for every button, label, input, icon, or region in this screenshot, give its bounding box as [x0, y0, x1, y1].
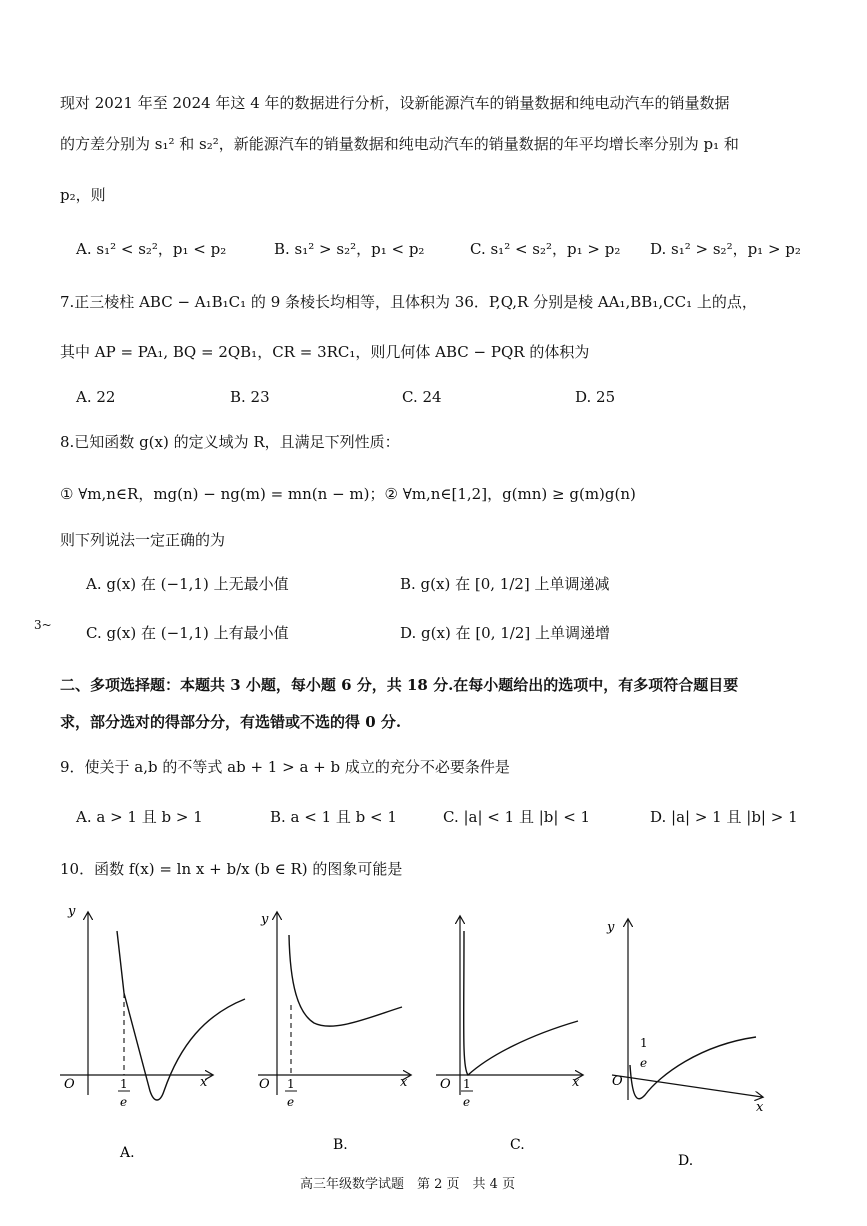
q6-line3: p₂，则 — [60, 186, 106, 204]
q8-option-d: D. g(x) 在 [0, 1/2] 上单调递增 — [400, 624, 611, 642]
q7-option-d: D. 25 — [575, 388, 616, 406]
graph-b-caption: B. — [333, 1137, 348, 1153]
graph-d-y-label: y — [607, 920, 615, 935]
q7-line1: 7.正三棱柱 ABC − A₁B₁C₁ 的 9 条棱长均相等，且体积为 36．P,Q,R 分别是棱 AA₁,BB₁,CC₁ 上的点， — [60, 293, 757, 311]
graph-b-origin: O — [259, 1077, 270, 1092]
graphs-figure — [0, 895, 867, 1185]
q6-option-a: A. s₁² < s₂²，p₁ < p₂ — [76, 240, 227, 258]
q7-option-c: C. 24 — [402, 388, 442, 406]
graph-d-one: 1 — [640, 1036, 648, 1050]
q9-line1: 9．使关于 a,b 的不等式 ab + 1 > a + b 成立的充分不必要条件是 — [60, 758, 510, 776]
q8-line1: 8.已知函数 g(x) 的定义域为 R，且满足下列性质： — [60, 433, 400, 451]
graph-d-x-label: x — [756, 1100, 764, 1115]
graph-a-origin: O — [64, 1077, 75, 1092]
q6-line1: 现对 2021 年至 2024 年这 4 年的数据进行分析，设新能源汽车的销量数据和纯电动汽车的销量数据 — [60, 94, 730, 112]
graph-c-origin: O — [440, 1077, 451, 1092]
section2-line1: 二、多项选择题：本题共 3 小题，每小题 6 分，共 18 分.在每小题给出的选项中，有多项符合题目要 — [60, 676, 739, 694]
q7-option-a: A. 22 — [76, 388, 116, 406]
q9-option-d: D. |a| > 1 且 |b| > 1 — [650, 808, 798, 826]
graph-c-x-label: x — [572, 1075, 580, 1090]
graph-c — [436, 917, 582, 1153]
q6-option-b: B. s₁² > s₂²，p₁ < p₂ — [274, 240, 425, 258]
q7-option-b: B. 23 — [230, 388, 270, 406]
q8-line3: 则下列说法一定正确的为 — [60, 531, 226, 549]
graph-b-frac-num: 1 — [287, 1077, 295, 1091]
q8-option-b: B. g(x) 在 [0, 1/2] 上单调递减 — [400, 575, 610, 593]
graph-d — [606, 920, 764, 1169]
page-footer: 高三年级数学试题 第 2 页 共 4 页 — [300, 1177, 516, 1192]
section2-line2: 求，部分选对的得部分分，有选错或不选的得 0 分. — [60, 713, 402, 731]
graph-b-y-label: y — [261, 912, 269, 927]
graph-a-y-label: y — [68, 904, 76, 919]
graph-d-e: e — [640, 1056, 648, 1070]
graph-d-origin: O — [612, 1074, 623, 1089]
graph-b — [258, 912, 410, 1153]
q7-line2: 其中 AP = PA₁, BQ = 2QB₁，CR = 3RC₁，则几何体 ABC − PQR 的体积为 — [60, 343, 590, 361]
q9-option-a: A. a > 1 且 b > 1 — [76, 808, 203, 826]
q9-option-c: C. |a| < 1 且 |b| < 1 — [443, 808, 591, 826]
q6-option-d: D. s₁² > s₂²，p₁ > p₂ — [650, 240, 801, 258]
graph-a — [60, 904, 245, 1161]
q8-option-a: A. g(x) 在 (−1,1) 上无最小值 — [86, 575, 289, 593]
graph-c-frac-num: 1 — [463, 1077, 471, 1091]
q9-option-b: B. a < 1 且 b < 1 — [270, 808, 397, 826]
q10-line1: 10．函数 f(x) = ln x + b/x (b ∈ R) 的图象可能是 — [60, 860, 403, 878]
q8-option-c: C. g(x) 在 (−1,1) 上有最小值 — [86, 624, 289, 642]
graph-c-curve — [464, 931, 578, 1075]
q8-line2: ① ∀m,n∈R，mg(n) − ng(m) = mn(n − m)；② ∀m,n∈[1,2]，g(mn) ≥ g(m)g(n) — [60, 485, 636, 503]
graph-a-caption: A. — [120, 1145, 135, 1161]
graph-a-frac-num: 1 — [120, 1077, 128, 1091]
graph-b-curve — [289, 935, 402, 1026]
graph-c-caption: C. — [510, 1137, 525, 1153]
graph-d-caption: D. — [678, 1153, 694, 1169]
graph-b-x-label: x — [400, 1075, 408, 1090]
graph-b-frac-den: e — [287, 1095, 295, 1109]
graph-d-curve — [630, 1037, 756, 1099]
q6-line2: 的方差分别为 s₁² 和 s₂²，新能源汽车的销量数据和纯电动汽车的销量数据的年平均增长率分别为 p₁ 和 — [60, 135, 739, 153]
q6-option-c: C. s₁² < s₂²，p₁ > p₂ — [470, 240, 621, 258]
margin-mark: 3~ — [34, 618, 52, 632]
graph-a-x-label: x — [200, 1075, 208, 1090]
graph-c-frac-den: e — [463, 1095, 471, 1109]
graph-a-frac-den: e — [120, 1095, 128, 1109]
